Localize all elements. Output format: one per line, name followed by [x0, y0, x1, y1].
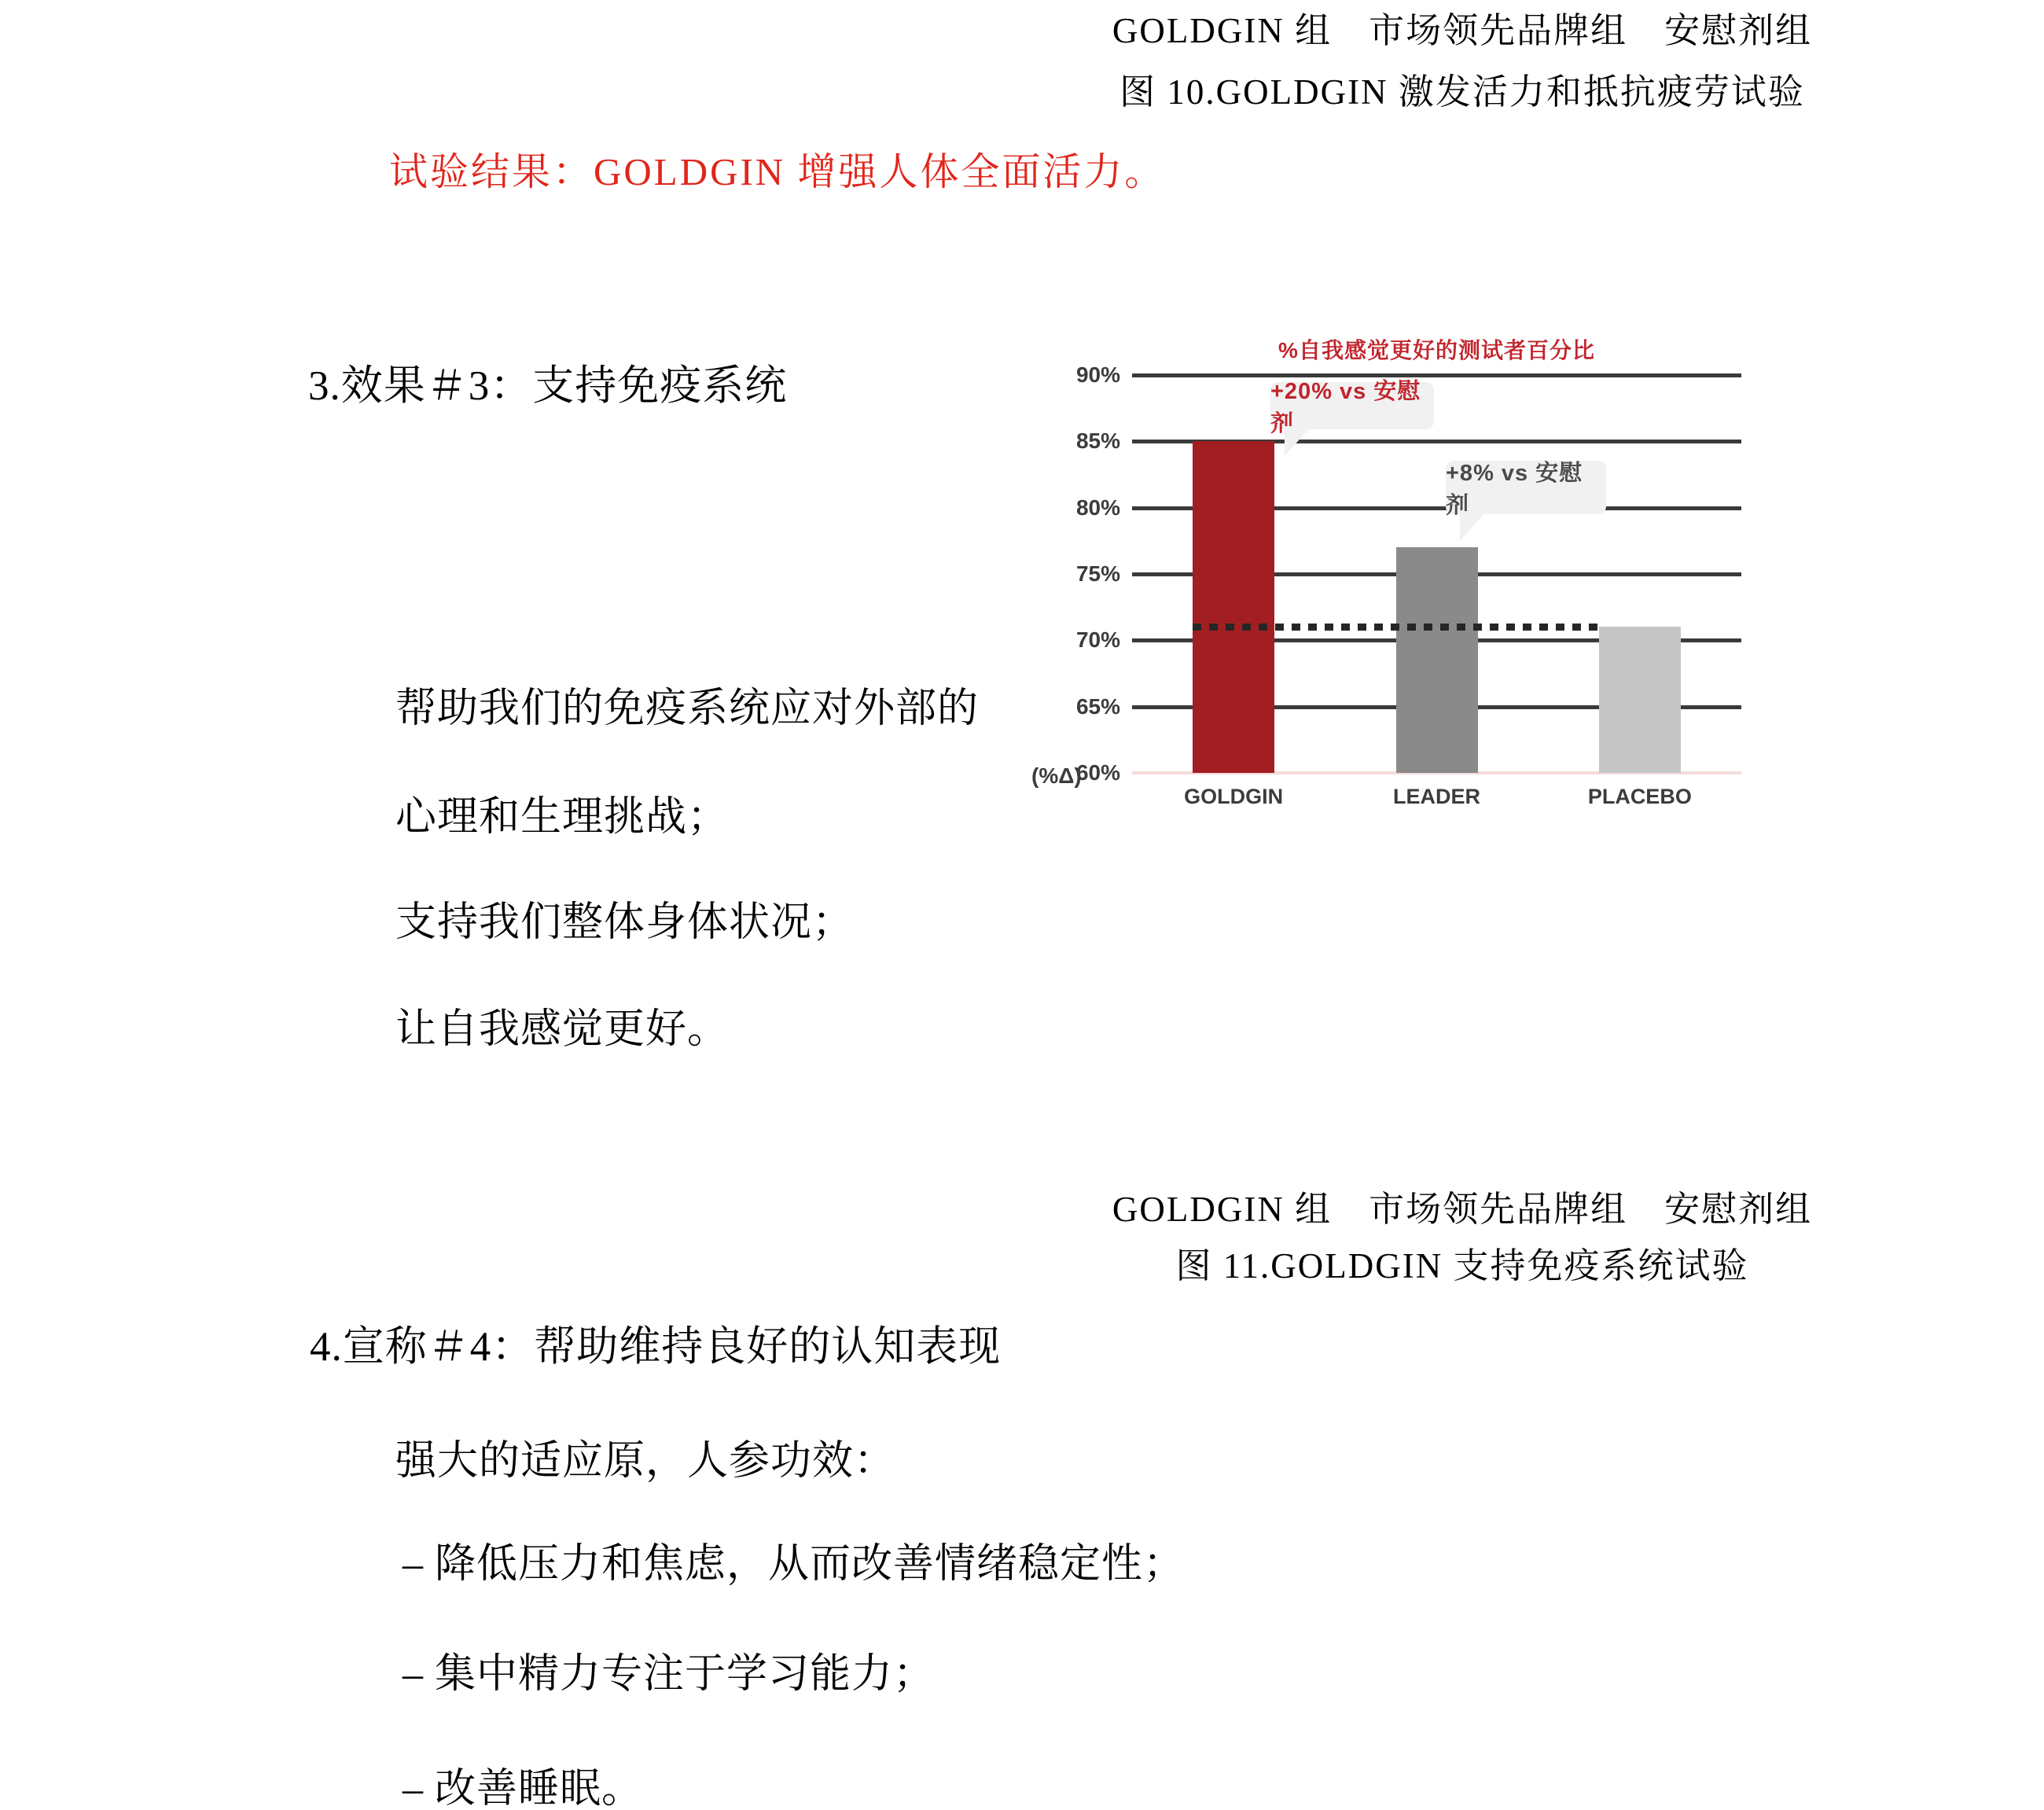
figure10-caption [1053, 0, 1871, 123]
section4-lead: 强大的适应原，人参功效： [395, 1439, 896, 1484]
section3-paragraph: 让自我感觉更好。 [395, 1007, 730, 1052]
section3-paragraph: 支持我们整体身体状况； [395, 900, 855, 945]
figure11-legend-line: GOLDGIN 组 市场领先品牌组 安慰剂组 [1112, 1190, 1813, 1229]
bar-goldgin [1193, 441, 1274, 773]
y-axis-unit-label: (%Δ) [1031, 763, 1082, 788]
section4-heading: 4.宣称＃4：帮助维持良好的认知表现 [310, 1324, 1002, 1370]
placebo-reference-dotted-line [1193, 624, 1599, 631]
bar-leader [1396, 547, 1478, 773]
section4-bullet: – 降低压力和焦虑，从而改善情绪稳定性； [403, 1542, 1186, 1587]
bubble-tail [1285, 426, 1311, 456]
figure10-legend-line: GOLDGIN 组 市场领先品牌组 安慰剂组 [1112, 11, 1813, 50]
chart-title: %自我感觉更好的测试者百分比 [1278, 338, 1595, 362]
x-axis-label-placebo: PLACEBO [1587, 785, 1692, 808]
annotation-text: +8% vs 安慰剂 [1446, 461, 1583, 518]
figure10-title-line: 图 10.GOLDGIN 激发活力和抵抗疲劳试验 [1119, 72, 1805, 112]
annotation-bubble-goldgin [1270, 379, 1434, 436]
annotation-bubble-leader [1446, 461, 1606, 518]
figure11-title-line: 图 11.GOLDGIN 支持免疫系统试验 [1175, 1246, 1749, 1286]
y-tick-label-80: 80% [1075, 495, 1120, 520]
chart-plot-area [1132, 375, 1741, 773]
y-tick-label-70: 70% [1075, 627, 1120, 653]
y-tick-label-75: 75% [1075, 561, 1120, 586]
figure11-caption [1053, 1181, 1871, 1294]
section4-bullet: – 集中精力专注于学习能力； [403, 1652, 936, 1697]
y-tick-label-85: 85% [1075, 429, 1120, 454]
trial-result-claim: 试验结果：GOLDGIN 增强人体全面活力。 [389, 150, 1166, 193]
annotation-text: +20% vs 安慰剂 [1270, 379, 1421, 436]
bar-placebo [1599, 627, 1681, 773]
x-axis-label-goldgin: GOLDGIN [1184, 785, 1284, 808]
section3-paragraph: 帮助我们的免疫系统应对外部的 [395, 686, 980, 731]
gridline-90 [1132, 373, 1741, 377]
y-tick-label-90: 90% [1075, 362, 1120, 387]
section3-heading: 3.效果＃3：支持免疫系统 [308, 363, 788, 409]
section4-bullet: – 改善睡眠。 [403, 1767, 644, 1810]
bubble-tail [1460, 511, 1487, 541]
x-axis-label-leader: LEADER [1392, 785, 1480, 808]
section3-paragraph: 心理和生理挑战； [395, 795, 730, 840]
y-tick-label-65: 65% [1075, 693, 1120, 719]
y-tick-label-60: 60% [1075, 760, 1120, 785]
bar-chart [1030, 330, 1906, 849]
